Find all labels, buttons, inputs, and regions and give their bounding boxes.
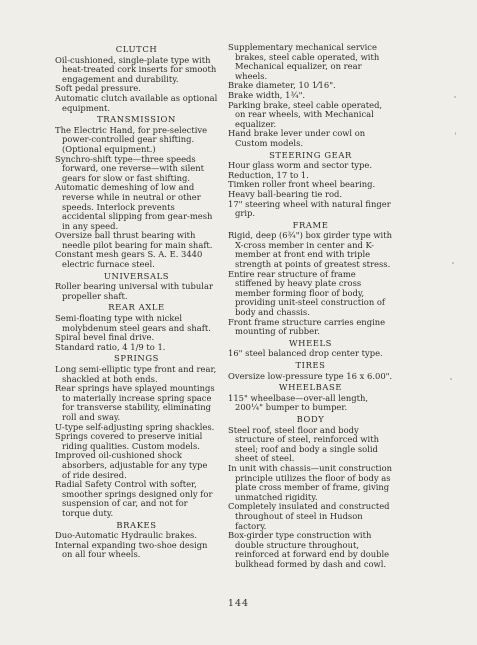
spec-entry: Entire rear structure of frame stiffened by heavy plate cross member forming floor of body, providing unit-steel construction of body and chassis. [228,268,386,318]
section-heading: TIRES [295,360,326,370]
section-heading: TRANSMISSION [97,114,176,125]
spec-entry: Box-girder type construction with double structure throughout, reinforced at forward end by double bulkhead formed by dash and cowl. [228,530,390,569]
spec-entry: 16" steel balanced drop center type. [228,348,383,359]
spec-entry: Rigid, deep (6¾") box girder type with X-cross member in center and K-member at front end with triple strength at points of greatest stress. [228,230,392,270]
section-heading: BRAKES [116,519,157,530]
spec-entry: Duo-Automatic Hydraulic brakes. [55,530,198,541]
spec-entry: Hand brake lever under cowl on Custom models. [228,128,366,148]
spec-entry: Brake width, 1¾". [228,89,306,100]
spec-entry: U-type self-adjusting spring shackles. [55,421,215,432]
spec-entry: Oil-cushioned, single-plate type with heat-treated cork inserts for smooth engagement and durability. [55,54,217,84]
right-column [228,43,393,569]
section-heading: FRAME [292,219,329,230]
spec-entry: Completely insulated and constructed throughout of steel in Hudson factory. [228,501,390,531]
spec-entry: Automatic demeshing of low and reverse while in neutral or other speeds. Interlock prevents accidental slipping from gear-mesh in any speed. [55,182,213,231]
spec-entry: Long semi-elliptic type front and rear, shackled at both ends. [55,364,217,384]
spec-entry: Roller bearing universal with tubular propeller shaft. [55,281,213,301]
spec-entry: Internal expanding two-shoe design on all four wheels. [55,539,208,560]
section-heading: UNIVERSALS [103,270,170,281]
spec-entry: Brake diameter, 10 1⁄16". [228,80,336,91]
spec-entry: The Electric Hand, for pre-selective power-controlled gear shifting. (Optional equipment.) [55,124,208,154]
spec-entry: Spiral bevel final drive. [55,332,155,343]
spec-entry: Oversize ball thrust bearing with needle pilot bearing for main shaft. [55,230,213,250]
spec-entry: 17" steering wheel with natural finger grip. [228,198,391,219]
page-number: 144 [227,598,250,609]
left-column [55,43,218,560]
spec-entry: Constant mesh gears S. A. E. 3440 electric furnace steel. [55,249,203,270]
spec-entry: Steel roof, steel floor and body structure of steel, reinforced with steel; roof and body a single solid sheet of steel. [228,424,379,464]
spec-entry: Improved oil-cushioned shock absorbers, adjustable for any type of ride desired. [55,450,208,480]
spec-entry: Supplementary mechanical service brakes, steel cable operated, with Mechanical equalizer, on rear wheels. [228,42,380,81]
spec-entry: Front frame structure carries engine mounting of rubber. [228,316,386,337]
section-heading: WHEELBASE [278,382,343,393]
section-heading: CLUTCH [115,44,158,54]
section-heading: BODY [296,413,325,424]
spec-entry: Heavy ball-bearing tie rod. [228,188,343,199]
section-heading: REAR AXLE [108,302,165,313]
spec-entry: Hour glass worm and sector type. [228,160,373,171]
spec-entry: Reduction, 17 to 1. [228,169,309,180]
section-heading: WHEELS [288,337,333,348]
spec-entry: Parking brake, steel cable operated, on rear wheels, with Mechanical equalizer. [228,99,383,129]
spec-entry: Soft pedal pressure. [55,83,141,94]
section-heading: STEERING GEAR [269,149,352,160]
spec-entry: Synchro-shift type—three speeds forward, one reverse—with silent gears for slow or fast shifting. [55,153,204,183]
spec-entry: Standard ratio, 4 1/9 to 1. [55,341,166,352]
spec-entry: 115" wheelbase—over-all length, 200¼" bumper to bumper. [228,392,369,413]
spec-entry: Springs covered to preserve initial riding qualities. Custom models. [55,431,203,451]
spec-entry: In unit with chassis—unit construction principle utilizes the floor of body as plate cross member of frame, giving unmatched rigidity. [228,462,393,502]
spec-entry: Oversize low-pressure type 16 x 6.00". [228,370,393,381]
spec-entry: Rear springs have splayed mountings to materially increase spring space for transverse stability, eliminating roll and sway. [55,383,215,422]
spec-entry: Automatic clutch available as optional equipment. [55,92,218,113]
section-heading: SPRINGS [114,353,159,364]
spec-entry: Semi-floating type with nickel molybdenum steel gears and shaft. [55,313,211,333]
spec-entry: Radial Safety Control with softer, smoother springs designed only for suspension of car, and not for torque duty. [55,479,213,518]
spec-entry: Timken roller front wheel bearing. [228,179,376,190]
